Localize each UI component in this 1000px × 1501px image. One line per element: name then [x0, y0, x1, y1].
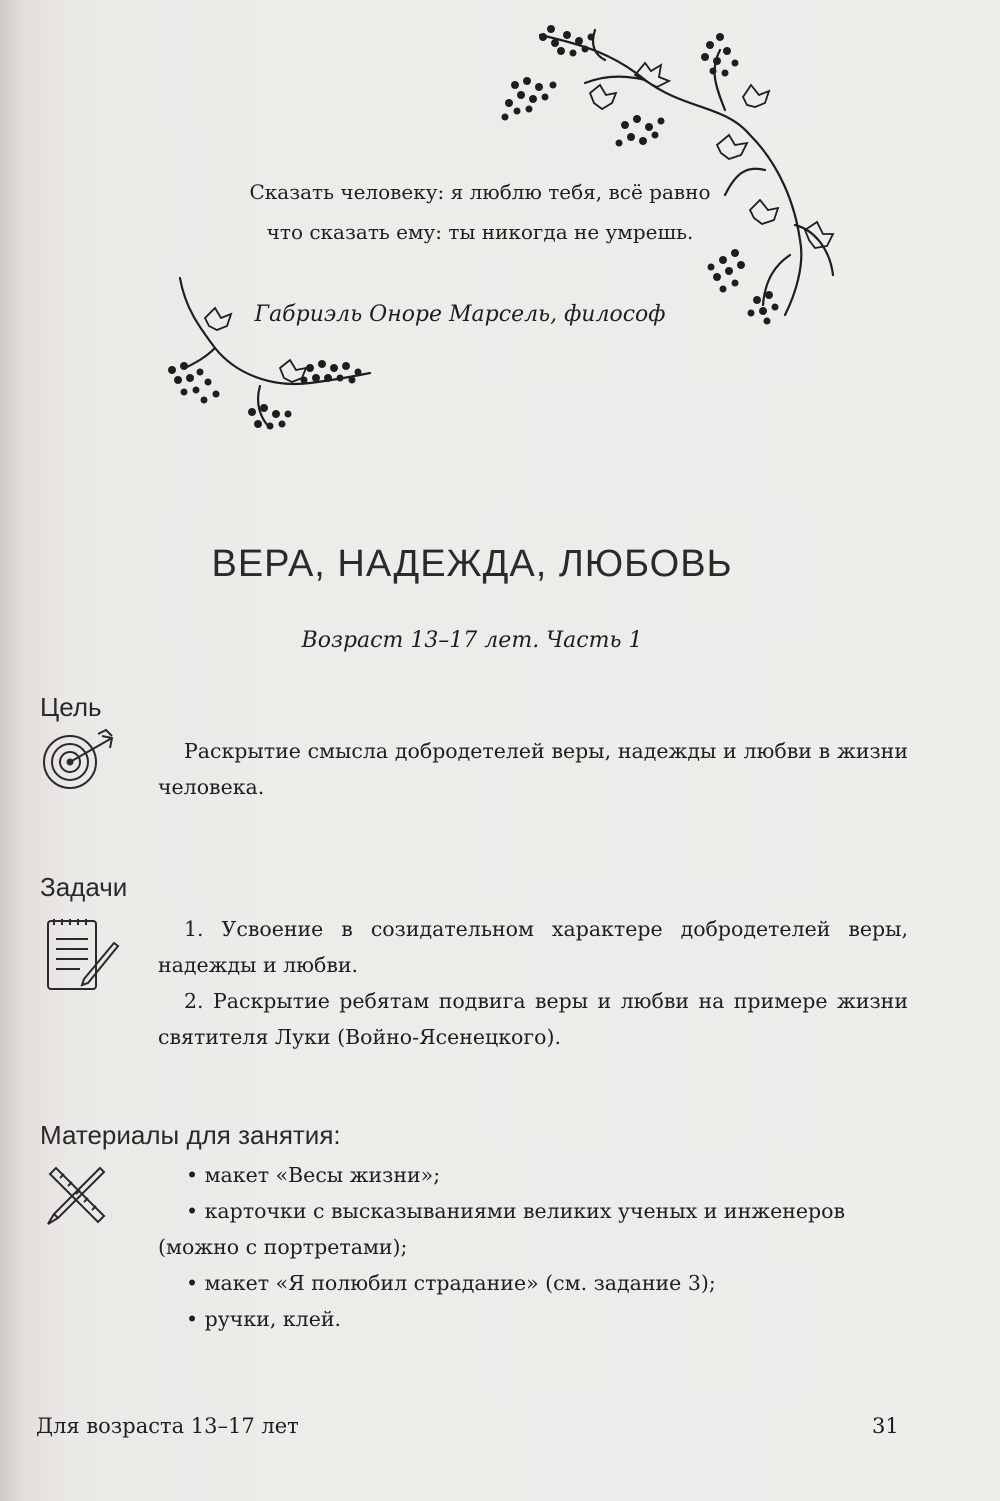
goal-text: [158, 733, 908, 805]
goal-heading: Цель: [40, 692, 102, 722]
tasks-list: [158, 911, 908, 1055]
materials-list: [158, 1157, 918, 1337]
lesson-title: ВЕРА, НАДЕЖДА, ЛЮБОВЬ: [211, 543, 733, 585]
notepad-icon: [44, 915, 120, 995]
pencil-ruler-icon: [42, 1160, 112, 1230]
materials-item: • макет «Я полюбил страдание» (см. задание 3);: [186, 1271, 716, 1295]
running-title: Для возраста 13–17 лет: [36, 1414, 299, 1438]
quote-line: что сказать ему: ты никогда не умрешь.: [266, 220, 694, 244]
task-item: 2. Раскрытие ребятам подвига веры и любви на примере жизни святителя Луки (Войно-Ясенецкого).: [158, 989, 908, 1049]
page-number: 31: [872, 1414, 899, 1438]
floral-ornament-left: [160, 268, 380, 438]
quote-author: Габриэль Оноре Марсель, философ: [254, 302, 666, 327]
tasks-heading: Задачи: [40, 872, 128, 902]
task-item: 1. Усвоение в созидательном характере добродетелей веры, надежды и любви.: [158, 917, 908, 977]
materials-item: • карточки с высказываниями великих ученых и инженеров (можно с портретами);: [158, 1199, 846, 1259]
epigraph-quote: [200, 172, 760, 252]
target-icon: [40, 728, 124, 792]
materials-item: • ручки, клей.: [186, 1307, 342, 1331]
goal-text-body: Раскрытие смысла добродетелей веры, надежды и любви в жизни человека.: [158, 739, 908, 799]
lesson-subtitle: Возраст 13–17 лет. Часть 1: [301, 628, 643, 653]
materials-heading: Материалы для занятия:: [40, 1120, 341, 1150]
materials-item: • макет «Весы жизни»;: [186, 1163, 441, 1187]
quote-line: Сказать человеку: я люблю тебя, всё равно: [249, 180, 711, 204]
